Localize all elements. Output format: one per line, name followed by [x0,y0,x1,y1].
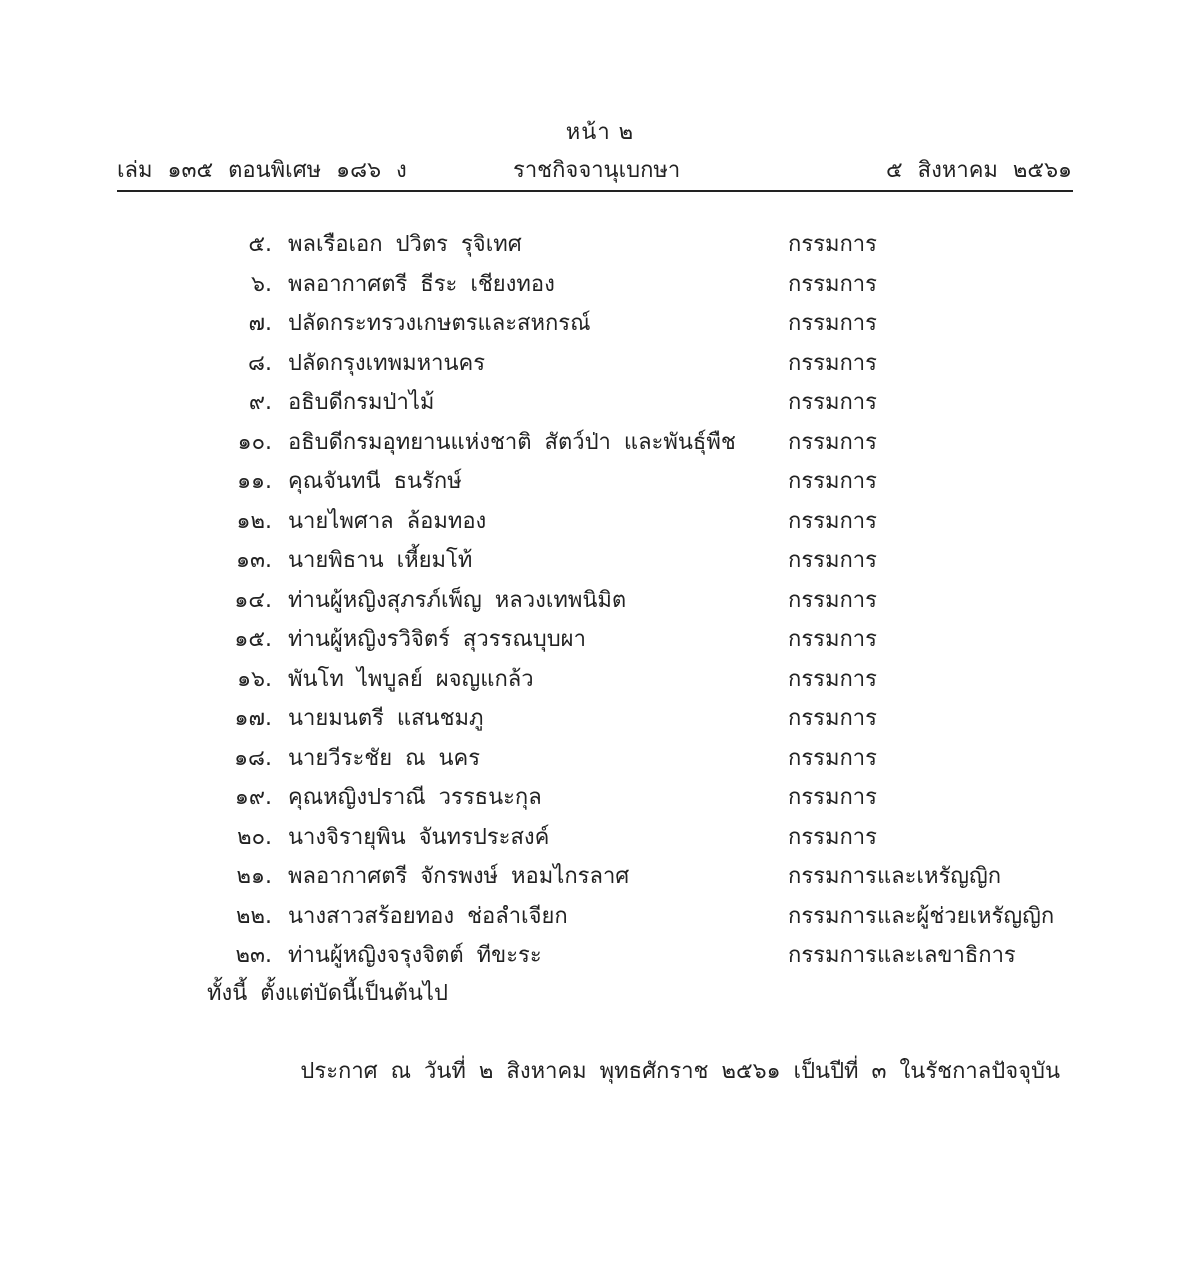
entry-name: นางสาวสร้อยทอง ช่อลำเจียก [288,903,568,929]
entry-role: กรรมการ [788,429,877,455]
committee-member-list [0,225,1200,976]
entry-role: กรรมการ [788,311,877,336]
publication-date: ๕ สิงหาคม ๒๕๖๑ [886,158,1072,183]
list-item [0,739,1200,779]
entry-name: ท่านผู้หญิงรวิจิตร์ สุวรรณบุบผา [288,627,586,652]
entry-name: ปลัดกระทรวงเกษตรและสหกรณ์ [288,311,591,336]
list-item [0,581,1200,621]
list-item [0,778,1200,818]
entry-role: กรรมการ [788,548,877,573]
entry-name: ท่านผู้หญิงสุภรภ์เพ็ญ หลวงเทพนิมิต [288,587,627,613]
list-item [0,502,1200,542]
list-item [0,660,1200,700]
entry-role: กรรมการ [788,627,877,652]
entry-number: ๒๐. [237,824,272,850]
entry-number: ๑๔. [234,587,272,613]
entry-name: อธิบดีกรมอุทยานแห่งชาติ สัตว์ป่า และพันธุ์พืช [288,429,736,455]
entry-name: ปลัดกรุงเทพมหานคร [288,350,486,376]
list-item [0,699,1200,739]
entry-role: กรรมการ [788,390,877,415]
entry-name: นายไพศาล ล้อมทอง [288,508,487,534]
list-item [0,818,1200,858]
entry-role: กรรมการ [788,666,877,692]
list-item [0,620,1200,660]
entry-role: กรรมการ [788,745,877,771]
entry-role: กรรมการ [788,824,877,850]
list-item [0,383,1200,423]
entry-role: กรรมการและผู้ช่วยเหรัญญิก [788,903,1055,929]
announcement-date-line: ประกาศ ณ วันที่ ๒ สิงหาคม พุทธศักราช ๒๕๖๑ เป็นปีที่ ๓ ในรัชกาลปัจจุบัน [300,1059,1060,1084]
entry-name: นายวีระชัย ณ นคร [288,745,481,771]
entry-role: กรรมการ [788,587,877,613]
closing-statement: ทั้งนี้ ตั้งแต่บัดนี้เป็นต้นไป [207,981,448,1006]
entry-role: กรรมการ [788,271,877,297]
entry-number: ๕. [248,232,272,257]
entry-number: ๑๖. [237,666,272,692]
entry-role: กรรมการและเหรัญญิก [788,864,1002,889]
entry-role: กรรมการ [788,706,877,731]
entry-number: ๒๑. [236,864,272,889]
list-item [0,897,1200,937]
entry-role: กรรมการ [788,350,877,376]
entry-number: ๑๒. [236,508,272,534]
entry-role: กรรมการ [788,469,877,494]
list-item [0,541,1200,581]
entry-number: ๑๓. [236,548,272,573]
page-number: หน้า ๒ [565,120,635,145]
entry-number: ๑๙. [234,785,272,810]
entry-name: พลอากาศตรี ธีระ เชียงทอง [288,271,555,297]
entry-number: ๑๕. [234,627,272,652]
entry-role: กรรมการ [788,232,877,257]
entry-name: ท่านผู้หญิงจรุงจิตต์ ทีขะระ [288,943,542,968]
publication-title: ราชกิจจานุเบกษา [513,158,681,183]
entry-number: ๑๘. [234,745,272,771]
entry-role: กรรมการ [788,508,877,534]
entry-number: ๑๗. [234,706,272,731]
entry-name: พันโท ไพบูลย์ ผจญแกล้ว [288,666,534,692]
entry-role: กรรมการ [788,785,877,810]
list-item [0,857,1200,897]
entry-name: พลอากาศตรี จักรพงษ์ หอมไกรลาศ [288,864,630,889]
entry-number: ๒๓. [235,943,272,968]
list-item [0,462,1200,502]
entry-name: คุณจันทนี ธนรักษ์ [288,469,462,494]
list-item [0,304,1200,344]
entry-number: ๖. [251,271,272,297]
entry-number: ๑๑. [237,469,272,494]
list-item [0,225,1200,265]
entry-name: คุณหญิงปราณี วรรธนะกุล [288,785,542,810]
entry-name: นายมนตรี แสนชมภู [288,706,484,731]
entry-name: พลเรือเอก ปวิตร รุจิเทศ [288,232,522,257]
entry-role: กรรมการและเลขาธิการ [788,943,1016,968]
entry-number: ๗. [248,311,272,336]
entry-number: ๑๐. [237,429,272,455]
volume-info: เล่ม ๑๓๕ ตอนพิเศษ ๑๘๖ ง [117,158,407,183]
entry-name: นายพิธาน เหี้ยมโท้ [288,548,473,573]
entry-name: อธิบดีกรมป่าไม้ [288,390,435,415]
list-item [0,265,1200,305]
entry-number: ๙. [248,390,272,415]
entry-number: ๒๒. [236,903,272,929]
entry-name: นางจิรายุพิน จันทรประสงค์ [288,824,550,850]
header-divider [117,190,1073,192]
list-item [0,936,1200,976]
list-item [0,423,1200,463]
entry-number: ๘. [248,350,272,376]
list-item [0,344,1200,384]
